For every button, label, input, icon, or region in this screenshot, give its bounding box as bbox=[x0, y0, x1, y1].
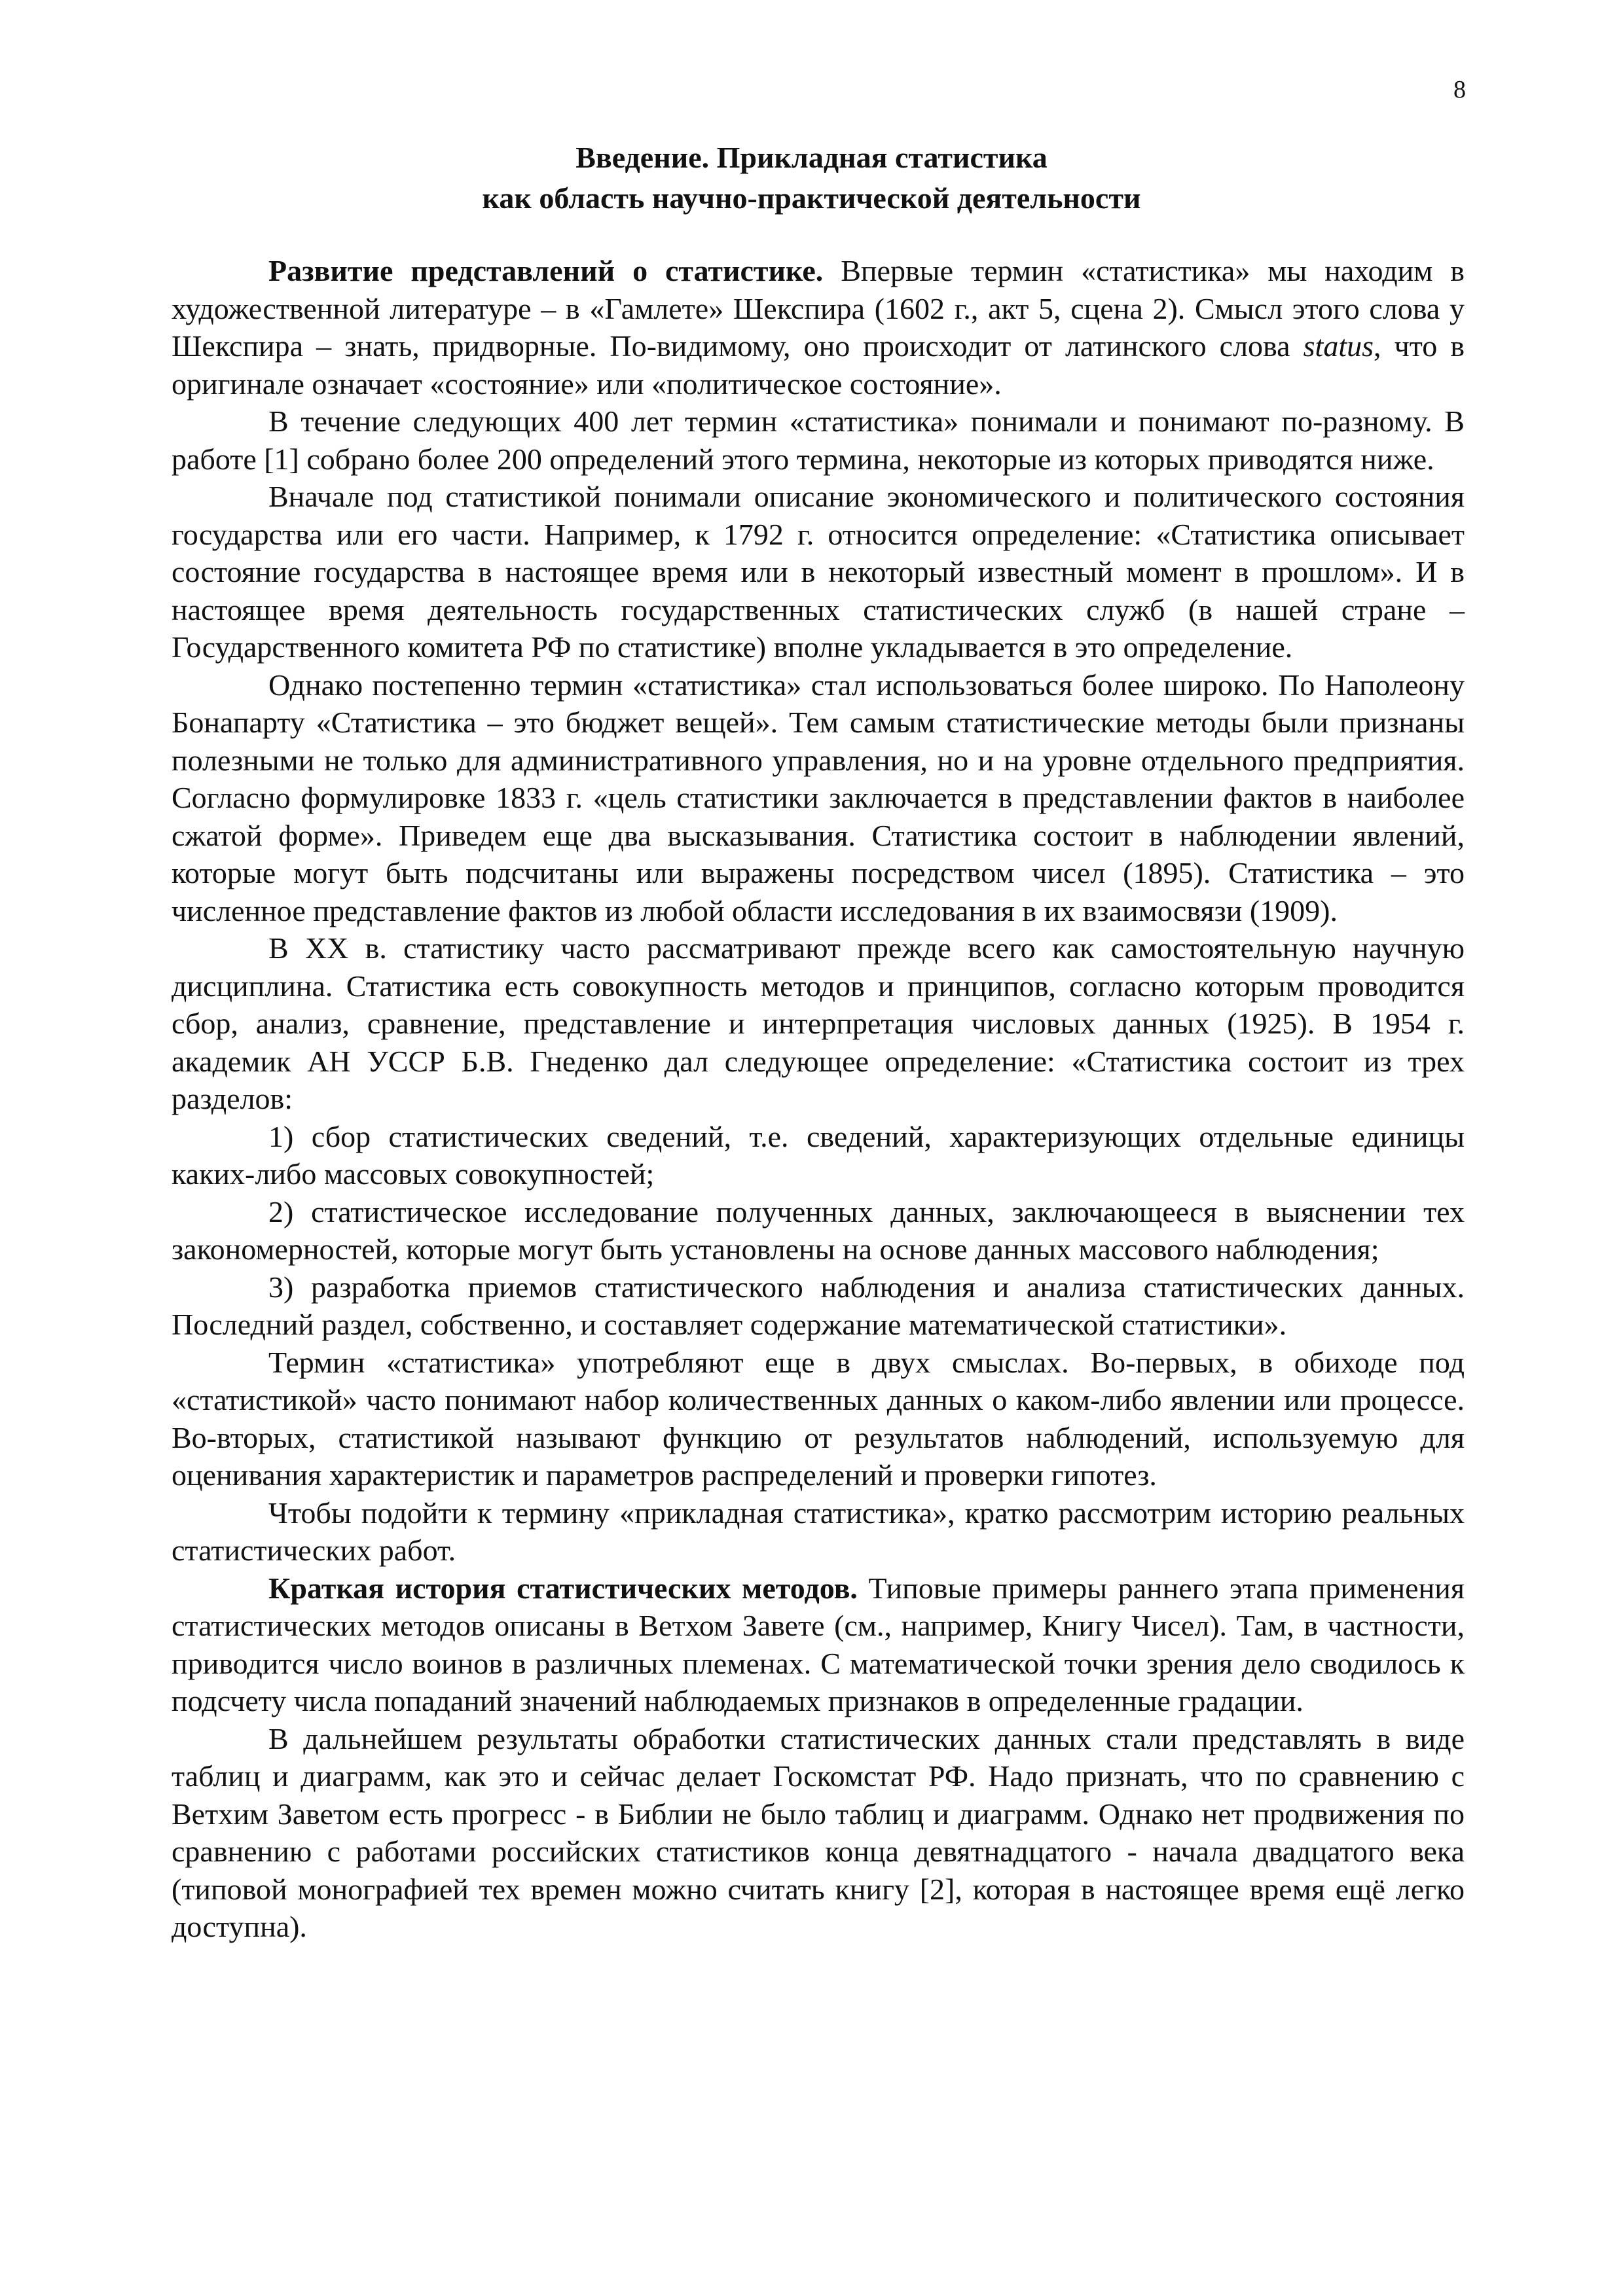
paragraph-8-text: Типовые примеры раннего этапа применения статистических методов описаны в Ветхом Завете (см., например, Книгу Чисел). Там, в частности, приводится число воинов в различных племенах. С математической точки зрения дело сводилось к подсчету числа попаданий значений наблюдаемых признаков в определенные градации. bbox=[172, 1571, 1465, 1717]
section-heading-development: Развитие представлений о статистике. bbox=[268, 254, 824, 287]
paragraph-1-text-a: Впервые термин «статистика» мы находим в художественной литературе – в «Гамлете» Шекспира (1602 г., акт 5, сцена 2). Смысл этого слова у Шекспира – знать, придворные. По-видимому, оно происходит от латинского слова bbox=[172, 254, 1465, 363]
body-text bbox=[172, 252, 1465, 1946]
paragraph-2: В течение следующих 400 лет термин «статистика» понимали и понимают по-разному. В работе [1] собрано более 200 определений этого термина, некоторые из которых приводятся ниже. bbox=[172, 404, 1465, 476]
paragraph-7: Чтобы подойти к термину «прикладная статистика», кратко рассмотрим историю реальных статистических работ. bbox=[172, 1496, 1465, 1567]
paragraph-4: Однако постепенно термин «статистика» стал использоваться более широко. По Наполеону Бонапарту «Статистика – это бюджет вещей». Тем самым статистические методы были признаны полезными не только для административного управления, но и на уровне отдельного предприятия. Согласно формулировке 1833 г. «цель статистики заключается в представлении фактов в наиболее сжатой форме». Приведем еще два высказывания. Статистика состоит в наблюдении явлений, которые могут быть подсчитаны или выражены посредством чисел (1895). Статистика – это численное представление фактов из любой области исследования в их взаимосвязи (1909). bbox=[172, 668, 1465, 927]
paragraph-1-italic: status bbox=[1303, 329, 1374, 363]
paragraph-3: Вначале под статистикой понимали описание экономического и политического состояния государства или его части. Например, к 1792 г. относится определение: «Статистика описывает состояние государства в настоящее время или в некоторый известный момент в прошлом». И в настоящее время деятельность государственных статистических служб (в нашей стране – Государственного комитета РФ по статистике) вполне укладывается в это определение. bbox=[172, 480, 1465, 664]
title-line-2: как область научно-практической деятельности bbox=[482, 181, 1141, 215]
paragraph-6: Термин «статистика» употребляют еще в двух смыслах. Во-первых, в обиходе под «статистикой» часто понимают набор количественных данных о каком-либо явлении или процессе. Во-вторых, статистикой называют функцию от результатов наблюдений, используемую для оценивания характеристик и параметров распределений и проверки гипотез. bbox=[172, 1345, 1465, 1492]
page-title bbox=[0, 137, 1623, 219]
list-item-1: 1) сбор статистических сведений, т.е. сведений, характеризующих отдельные единицы каких-либо массовых совокупностей; bbox=[172, 1119, 1465, 1191]
paragraph-8 bbox=[172, 1570, 1465, 1720]
title-line-1: Введение. Прикладная статистика bbox=[575, 141, 1048, 174]
list-item-3: 3) разработка приемов статистического наблюдения и анализа статистических данных. Последний раздел, собственно, и составляет содержание математической статистики». bbox=[172, 1270, 1465, 1341]
section-heading-history: Краткая история статистических методов. bbox=[268, 1571, 858, 1605]
list-item-2: 2) статистическое исследование полученных данных, заключающееся в выяснении тех закономерностей, которые могут быть установлены на основе данных массового наблюдения; bbox=[172, 1194, 1465, 1266]
paragraph-1 bbox=[172, 252, 1465, 403]
paragraph-1-text-b: , что в оригинале означает «состояние» или «политическое состояние». bbox=[172, 329, 1465, 401]
page-number: 8 bbox=[1453, 76, 1466, 103]
paragraph-5: В XX в. статистику часто рассматривают прежде всего как самостоятельную научную дисциплина. Статистика есть совокупность методов и принципов, согласно которым проводится сбор, анализ, сравнение, представление и интерпретация числовых данных (1925). В 1954 г. академик АН УССР Б.В. Гнеденко дал следующее определение: «Статистика состоит из трех разделов: bbox=[172, 931, 1465, 1115]
paragraph-9: В дальнейшем результаты обработки статистических данных стали представлять в виде таблиц и диаграмм, как это и сейчас делает Госкомстат РФ. Надо признать, что по сравнению с Ветхим Заветом есть прогресс - в Библии не было таблиц и диаграмм. Однако нет продвижения по сравнению с работами российских статистиков конца девятнадцатого - начала двадцатого века (типовой монографией тех времен можно считать книгу [2], которая в настоящее время ещё легко доступна). bbox=[172, 1721, 1465, 1943]
